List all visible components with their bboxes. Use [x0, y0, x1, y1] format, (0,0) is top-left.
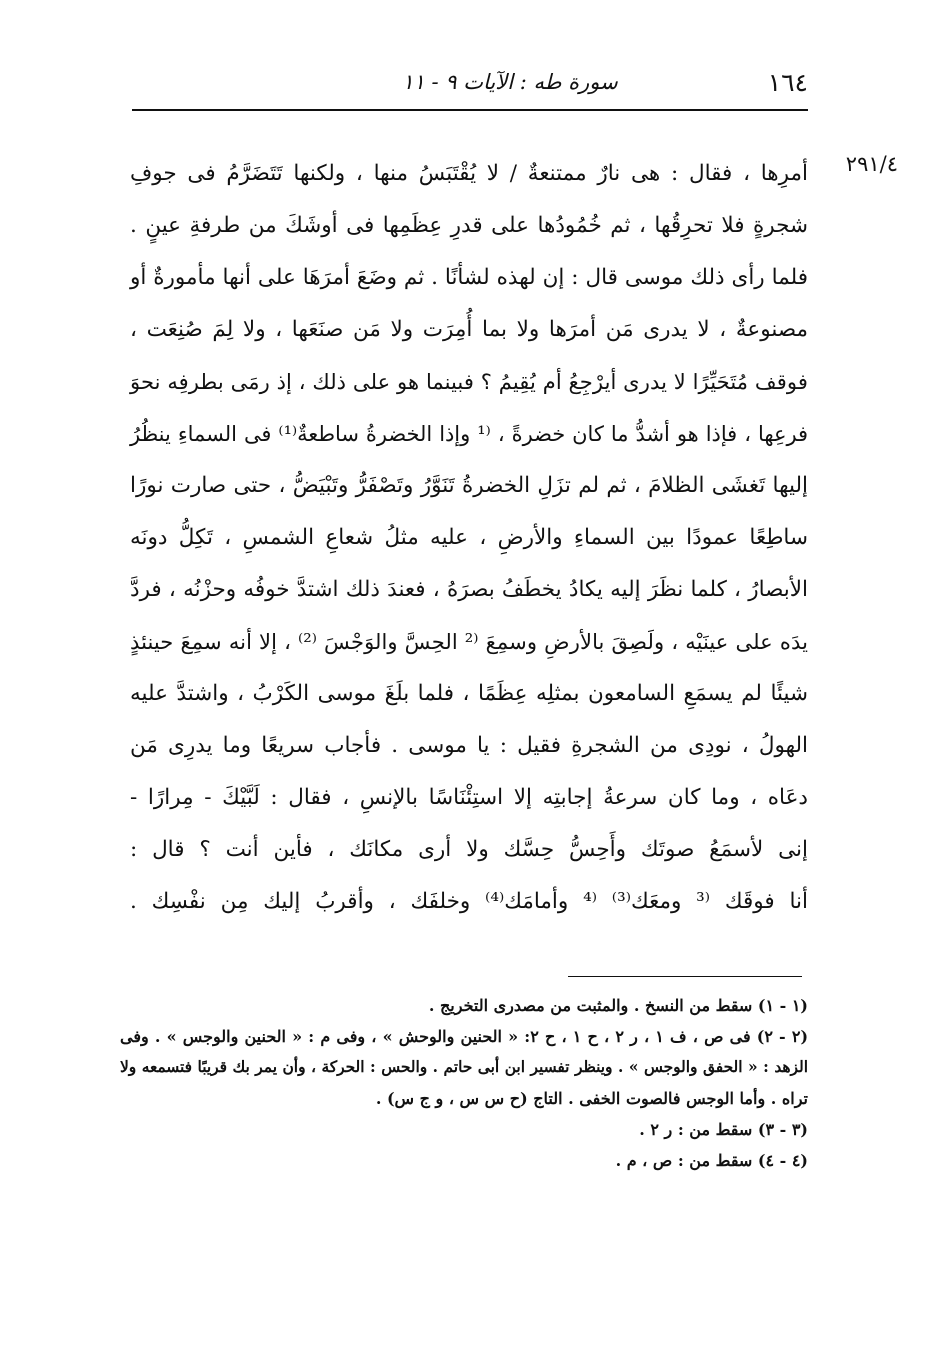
text-line: فرعِها ، فإذا هو أشدُّ ما كان خضرةً ، ⁽¹ وإذا الخضرةُ ساطعةٌ⁽¹⁾ فى السماءِ ينظُرُ	[130, 422, 808, 446]
text-line: مصنوعةٌ ، لا يدرى مَن أمرَها ولا بما أُمِرَت ولا مَن صنَعَها ، ولا لِمَ صُنِعَت ،	[130, 317, 808, 342]
footnote-line: (١ - ١) سقط من النسخ . والمثبت من مصدرى التخريج .	[428, 996, 808, 1015]
main-text	[130, 148, 808, 928]
text-line: شجرةٍ فلا تحرِقُها ، ثم خُمُودُها على قدرِ عِظَمِها فى أوشَكَ من طرفةِ عينٍ .	[130, 213, 808, 238]
text-line: أنا فوقَك ⁽³ ومعَك⁽³⁾ ⁽⁴ وأمامَك⁽⁴⁾ وخلفَك ، وأقربُ إليك مِن نفْسِك .	[130, 889, 808, 914]
text-line: الأبصارُ ، كلما نظَرَ إليه يكادُ يخطَفُ بصرَهُ ، فعندَ ذلك اشتدَّ خوفُه وحزْنُه ، فردَّ	[130, 577, 808, 602]
header-rule	[132, 109, 808, 111]
running-title: سورة طه : الآيات ٩ - ١١	[402, 70, 618, 94]
footnote-line: (٤ - ٤) سقط من : ص ، م .	[615, 1151, 808, 1170]
footnotes	[120, 990, 808, 1176]
footnote-line: تراه . وأما الوجس فالصوت الخفى . التاج (ح س س ، و ج س) .	[375, 1089, 808, 1108]
page-header	[132, 62, 808, 102]
margin-reference: ٢٩١/٤	[845, 152, 898, 176]
text-line: ساطِعًا عمودًا بين السماءِ والأرضِ ، عليه مثلُ شعاعِ الشمسِ ، تَكِلُّ دونَه	[130, 525, 808, 550]
text-line: يدَه على عينَيْه ، ولَصِقَ بالأرضِ وسمِعَ ⁽² الحِسَّ والوَجْسَ ⁽²⁾ ، إلا أنه سمِعَ حينئذٍ	[130, 629, 808, 654]
text-line: إنى لأسمَعُ صوتَك وأَحِسُّ حِسَّك ولا أرى مكانَك ، فأين أنت ؟ قال :	[130, 837, 808, 862]
footnote-line: (٣ - ٣) سقط من : ر ٢ .	[639, 1120, 808, 1139]
text-line: أمرِها ، فقال : هى نارٌ ممتنعةٌ / لا يُقْتَبَسُ منها ، ولكنها تَتَضَرَّمُ فى جوفِ	[130, 161, 808, 186]
footnote-line: (٢ - ٢) فى ص ، ف ١ ، ر ٢ ، ح ١ ، ح ٢: « الحنين والوحش » ، وفى م : « الحنين والوجس » . وفى	[120, 1027, 809, 1046]
text-line: فلما رأى ذلك موسى قال : إن لهذه لشأنًا . ثم وضَعَ أمرَهَا على أنها مأمورةٌ أو	[130, 265, 808, 290]
page-number: ١٦٤	[767, 67, 808, 97]
text-line: فوقف مُتَحَيِّرًا لا يدرى أيرْجِعُ أم يُقِيمُ ؟ فبينما هو على ذلك ، إذ رمَى بطرفِه نحوَ	[130, 369, 808, 394]
footnote-line: الزهد : « الحفق والوجس » . وينظر تفسير ابن أبى حاتم . والحس : الحركة ، وأن يمر بك قريبًا فتسمعه ولا	[120, 1058, 808, 1076]
text-line: دعَاه ، وما كان سرعةُ إجابتِه إلا استِئْنَاسًا بالإنسِ ، فقال : لَبَّيْكَ - مِرارًا -	[130, 785, 808, 810]
text-line: إليها تَغشَى الظلامَ ، ثم لم تزَلِ الخضرةُ تَنَوَّرُ وتَصْفَرُّ وتَبْيَضُّ ، حتى صارت نورًا	[130, 473, 808, 498]
text-line: الهولُ ، نودِى من الشجرةِ فقيل : يا موسى . فأجاب سريعًا وما يدرِى مَن	[130, 733, 808, 758]
footnote-rule	[568, 976, 802, 977]
text-line: شيئًا لم يسمَعِ السامعون بمثلِه عِظَمًا ، فلما بلَغَ موسى الكَرْبُ ، واشتدَّ عليه	[130, 681, 808, 706]
